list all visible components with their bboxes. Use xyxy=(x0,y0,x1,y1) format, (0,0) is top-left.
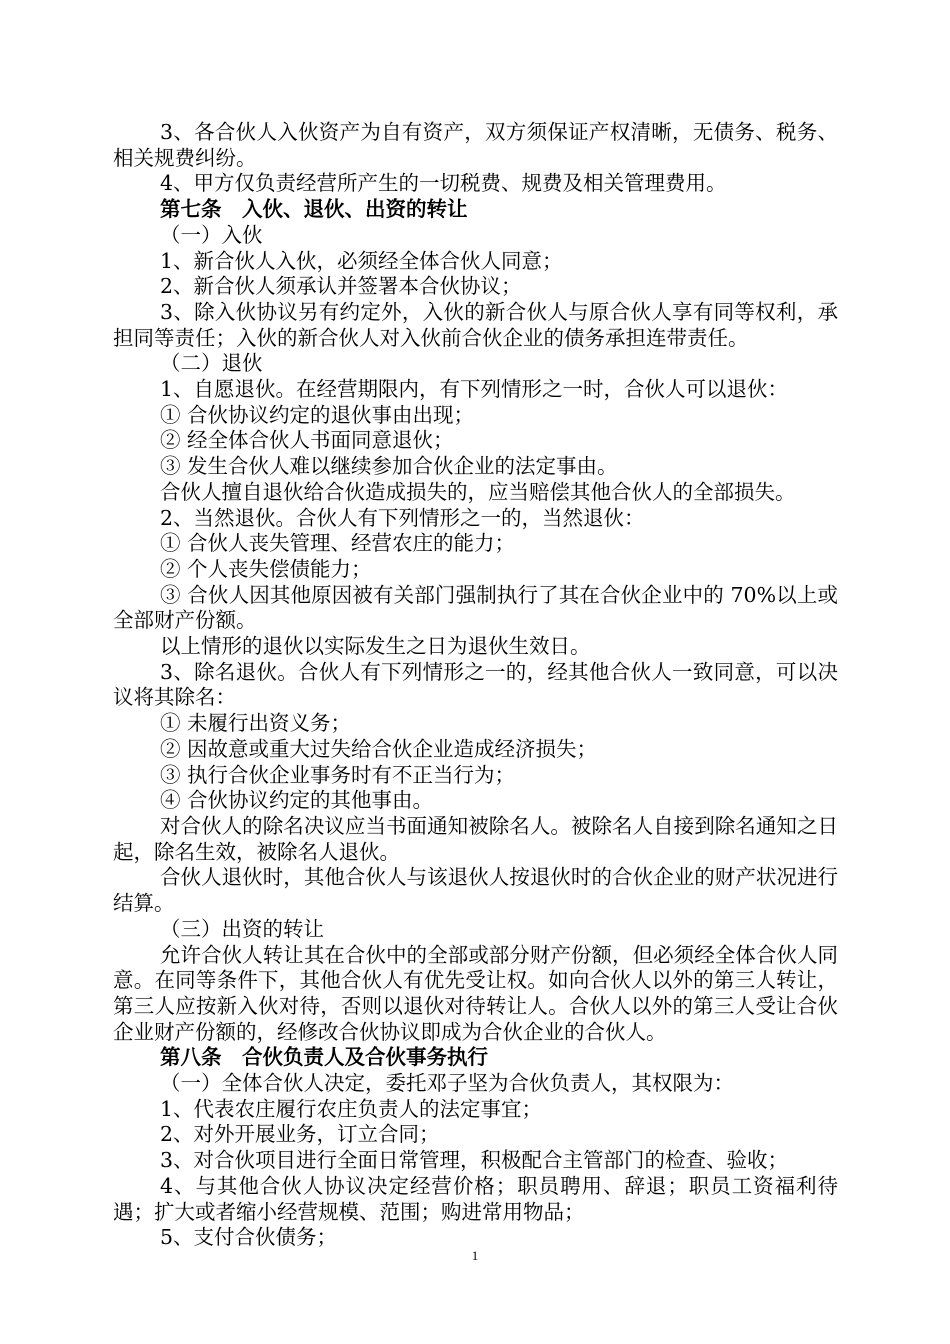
paragraph: 3、对合伙项目进行全面日常管理，积极配合主管部门的检查、验收； xyxy=(160,1148,789,1173)
section-heading: 第七条 入伙、退伙、出资的转让 xyxy=(160,197,468,222)
document-body xyxy=(113,120,838,1251)
paragraph: 合伙人退伙时，其他合伙人与该退伙人按退伙时的合伙企业的财产状况进行结算。 xyxy=(113,865,838,916)
page-number: 1 xyxy=(471,1248,479,1263)
paragraph: 2、对外开展业务，订立合同； xyxy=(160,1122,440,1147)
paragraph: ③ 执行合伙企业事务时有不正当行为； xyxy=(160,762,516,787)
paragraph: 2、当然退伙。合伙人有下列情形之一的，当然退伙： xyxy=(160,505,645,530)
paragraph: ② 经全体合伙人书面同意退伙； xyxy=(160,428,454,453)
paragraph: （一）全体合伙人决定，委托邓子坚为合伙负责人，其权限为： xyxy=(160,1071,734,1096)
paragraph: ④ 合伙协议约定的其他事由。 xyxy=(160,788,434,813)
paragraph: ② 个人丧失偿债能力； xyxy=(160,556,372,581)
paragraph: 1、新合伙人入伙，必须经全体合伙人同意； xyxy=(160,248,563,273)
paragraph: 5、支付合伙债务； xyxy=(160,1225,338,1250)
paragraph: 对合伙人的除名决议应当书面通知被除名人。被除名人自接到除名通知之日起，除名生效，被除名人退伙。 xyxy=(113,813,838,864)
paragraph: 允许合伙人转让其在合伙中的全部或部分财产份额，但必须经全体合伙人同意。在同等条件下，其他合伙人有优先受让权。如向合伙人以外的第三人转让，第三人应按新入伙对待，否则以退伙对待转让人。合伙人以外的第三人受让合伙企业财产份额的，经修改合伙协议即成为合伙企业的合伙人。 xyxy=(113,942,838,1044)
paragraph: 4、与其他合伙人协议决定经营价格；职员聘用、辞退；职员工资福利待遇；扩大或者缩小经营规模、范围；购进常用物品； xyxy=(113,1173,838,1224)
paragraph: 3、除入伙协议另有约定外，入伙的新合伙人与原合伙人享有同等权利，承担同等责任；入伙的新合伙人对入伙前合伙企业的债务承担连带责任。 xyxy=(113,299,838,350)
paragraph: 3、各合伙人入伙资产为自有资产，双方须保证产权清晰，无债务、税务、相关规费纠纷。 xyxy=(113,120,838,170)
paragraph: ① 合伙人丧失管理、经营农庄的能力； xyxy=(160,531,516,556)
paragraph: 3、除名退伙。合伙人有下列情形之一的，经其他合伙人一致同意，可以决议将其除名： xyxy=(113,659,838,710)
paragraph: 合伙人擅自退伙给合伙造成损失的，应当赔偿其他合伙人的全部损失。 xyxy=(160,479,796,504)
paragraph: 1、代表农庄履行农庄负责人的法定事宜； xyxy=(160,1096,543,1121)
paragraph: ① 未履行出资义务； xyxy=(160,711,352,736)
paragraph: （二）退伙 xyxy=(160,351,263,376)
paragraph: 4、甲方仅负责经营所产生的一切税费、规费及相关管理费用。 xyxy=(160,171,727,196)
section-heading: 第八条 合伙负责人及合伙事务执行 xyxy=(160,1045,488,1070)
paragraph: （一）入伙 xyxy=(160,222,263,247)
paragraph: ③ 发生合伙人难以继续参加合伙企业的法定事由。 xyxy=(160,454,618,479)
paragraph: ② 因故意或重大过失给合伙企业造成经济损失； xyxy=(160,736,598,761)
paragraph: 以上情形的退伙以实际发生之日为退伙生效日。 xyxy=(160,634,591,659)
paragraph: 1、自愿退伙。在经营期限内，有下列情形之一时，合伙人可以退伙： xyxy=(160,377,789,402)
paragraph: ③ 合伙人因其他原因被有关部门强制执行了其在合伙企业中的 70%以上或全部财产份额。 xyxy=(113,582,838,633)
paragraph: ① 合伙协议约定的退伙事由出现； xyxy=(160,402,475,427)
paragraph: （三）出资的转让 xyxy=(160,916,324,941)
paragraph: 2、新合伙人须承认并签署本合伙协议； xyxy=(160,274,522,299)
